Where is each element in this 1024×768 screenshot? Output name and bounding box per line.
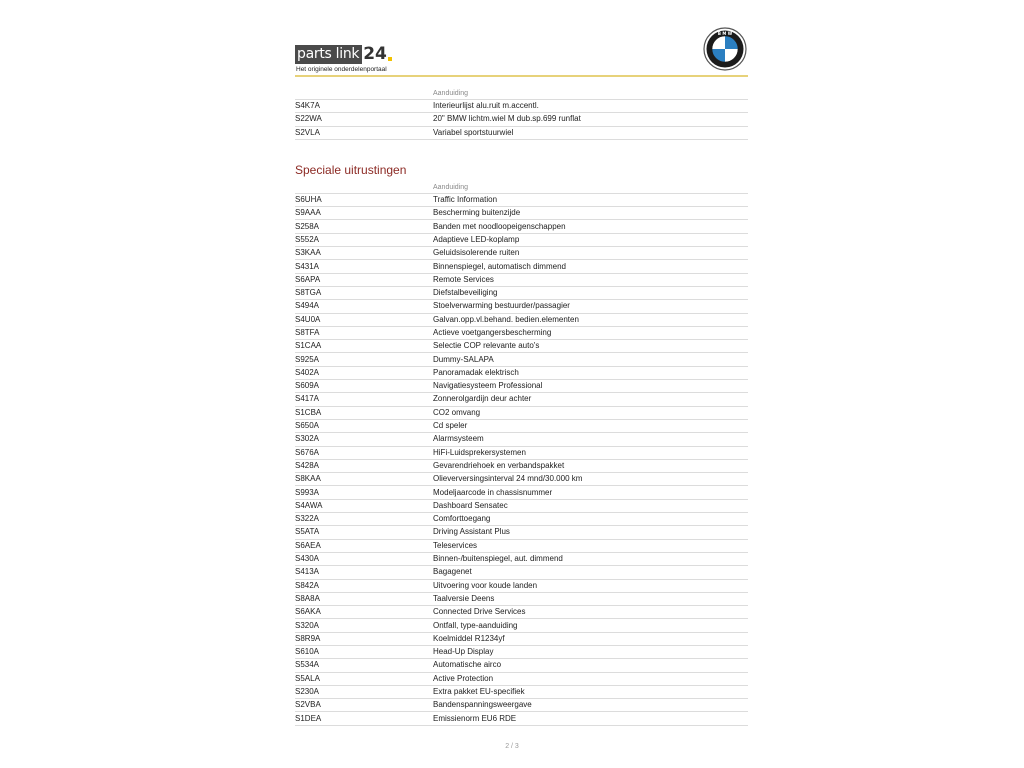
table-row [295,566,748,579]
option-description: HiFi-Luidsprekersystemen [433,446,748,459]
option-description: Binnenspiegel, automatisch dimmend [433,260,748,273]
option-code: S8KAA [295,473,433,486]
option-code: S2VLA [295,126,433,139]
option-description: Galvan.opp.vl.behand. bedien.elementen [433,313,748,326]
option-description: Bescherming buitenzijde [433,207,748,220]
option-code: S430A [295,552,433,565]
bmw-roundel-icon [703,27,747,71]
table-row [295,685,748,698]
code-column-header [295,182,433,194]
option-description: Remote Services [433,273,748,286]
table-row [295,659,748,672]
option-description: Adaptieve LED-koplamp [433,233,748,246]
option-code: S413A [295,566,433,579]
option-description: Actieve voetgangersbescherming [433,326,748,339]
option-description: Zonnerolgardijn deur achter [433,393,748,406]
option-description: Modeljaarcode in chassisnummer [433,486,748,499]
option-description: Binnen-/buitenspiegel, aut. dimmend [433,552,748,565]
page-content [295,31,748,726]
table-row [295,645,748,658]
option-description: Cd speler [433,419,748,432]
option-code: S8A8A [295,592,433,605]
table-row [295,380,748,393]
option-code: S22WA [295,113,433,126]
logo-parts-text: parts link [295,45,362,64]
table-row [295,113,748,126]
option-description: Panoramadak elektrisch [433,366,748,379]
option-description: Dashboard Sensatec [433,499,748,512]
option-code: S1CAA [295,340,433,353]
option-code: S8TGA [295,286,433,299]
option-description: Olieverversingsinterval 24 mnd/30.000 km [433,473,748,486]
option-description: Active Protection [433,672,748,685]
table-row [295,126,748,139]
special-equipment-table [295,182,748,726]
option-description: Emissienorm EU6 RDE [433,712,748,725]
option-description: Automatische airco [433,659,748,672]
page-header [295,31,748,78]
description-column-header: Aanduiding [433,88,748,100]
table-row [295,313,748,326]
table-row [295,260,748,273]
description-column-header: Aanduiding [433,182,748,194]
table-row [295,619,748,632]
table-row [295,433,748,446]
option-code: S6UHA [295,193,433,206]
svg-text:B M W: B M W [717,31,733,37]
table-row [295,406,748,419]
option-code: S431A [295,260,433,273]
option-code: S552A [295,233,433,246]
option-code: S842A [295,579,433,592]
table-row [295,300,748,313]
option-code: S4AWA [295,499,433,512]
page-indicator: 2 / 3 [505,743,519,750]
option-description: Banden met noodloopeigenschappen [433,220,748,233]
option-code: S322A [295,513,433,526]
table-row [295,592,748,605]
table-row [295,539,748,552]
option-description: Teleservices [433,539,748,552]
option-code: S320A [295,619,433,632]
option-description: Alarmsysteem [433,433,748,446]
option-code: S609A [295,380,433,393]
option-description: Interieurlijst alu.ruit m.accentl. [433,100,748,113]
table-row [295,552,748,565]
option-description: Koelmiddel R1234yf [433,632,748,645]
table-row [295,233,748,246]
table-row [295,326,748,339]
table-row [295,247,748,260]
option-code: S8R9A [295,632,433,645]
logo-dot-icon [388,57,392,61]
option-description: Gevarendriehoek en verbandspakket [433,459,748,472]
option-description: Stoelverwarming bestuurder/passagier [433,300,748,313]
option-description: Bagagenet [433,566,748,579]
option-description: Traffic Information [433,193,748,206]
option-code: S6APA [295,273,433,286]
option-description: Geluidsisolerende ruiten [433,247,748,260]
option-description: Selectie COP relevante auto's [433,340,748,353]
table-row [295,220,748,233]
logo-24-text: 24 [363,44,387,64]
top-table [295,88,748,140]
section-title-special-equipment: Speciale uitrustingen [295,162,407,177]
option-description: Comforttoegang [433,513,748,526]
table-row [295,712,748,725]
option-code: S6AKA [295,606,433,619]
option-description: Driving Assistant Plus [433,526,748,539]
option-code: S610A [295,645,433,658]
table-row [295,486,748,499]
option-code: S8TFA [295,326,433,339]
option-code: S1DEA [295,712,433,725]
table-row [295,366,748,379]
option-description: Diefstalbeveiliging [433,286,748,299]
option-code: S4U0A [295,313,433,326]
option-description: Taalversie Deens [433,592,748,605]
table-row [295,632,748,645]
option-description: Extra pakket EU-specifiek [433,685,748,698]
option-code: S6AEA [295,539,433,552]
option-code: S5ALA [295,672,433,685]
table-row [295,513,748,526]
table-row [295,526,748,539]
option-description: CO2 omvang [433,406,748,419]
option-code: S993A [295,486,433,499]
table-row [295,699,748,712]
option-code: S494A [295,300,433,313]
table-row [295,100,748,113]
option-code: S534A [295,659,433,672]
table-row [295,446,748,459]
option-code: S302A [295,433,433,446]
option-description: Connected Drive Services [433,606,748,619]
option-description: Variabel sportstuurwiel [433,126,748,139]
option-description: Head-Up Display [433,645,748,658]
table-row [295,672,748,685]
option-code: S925A [295,353,433,366]
option-code: S258A [295,220,433,233]
option-code: S3KAA [295,247,433,260]
option-code: S1CBA [295,406,433,419]
option-code: S5ATA [295,526,433,539]
option-description: 20" BMW lichtm.wiel M dub.sp.699 runflat [433,113,748,126]
table-row [295,273,748,286]
table-row [295,193,748,206]
option-description: Ontfall, type-aanduiding [433,619,748,632]
option-code: S230A [295,685,433,698]
table-row [295,353,748,366]
header-rule [295,75,748,77]
option-code: S402A [295,366,433,379]
table-row [295,340,748,353]
option-code: S650A [295,419,433,432]
option-description: Dummy-SALAPA [433,353,748,366]
table-row [295,207,748,220]
option-code: S9AAA [295,207,433,220]
option-code: S428A [295,459,433,472]
option-code: S417A [295,393,433,406]
option-description: Bandenspanningsweergave [433,699,748,712]
code-column-header [295,88,433,100]
option-code: S676A [295,446,433,459]
table-row [295,499,748,512]
option-description: Uitvoering voor koude landen [433,579,748,592]
table-row [295,419,748,432]
table-row [295,393,748,406]
table-row [295,579,748,592]
option-code: S2VBA [295,699,433,712]
option-description: Navigatiesysteem Professional [433,380,748,393]
table-row [295,459,748,472]
table-row [295,286,748,299]
option-code: S4K7A [295,100,433,113]
partslink24-logo [295,45,392,64]
table-row [295,473,748,486]
logo-tagline: Het originele onderdelenportaal [296,66,387,73]
table-row [295,606,748,619]
